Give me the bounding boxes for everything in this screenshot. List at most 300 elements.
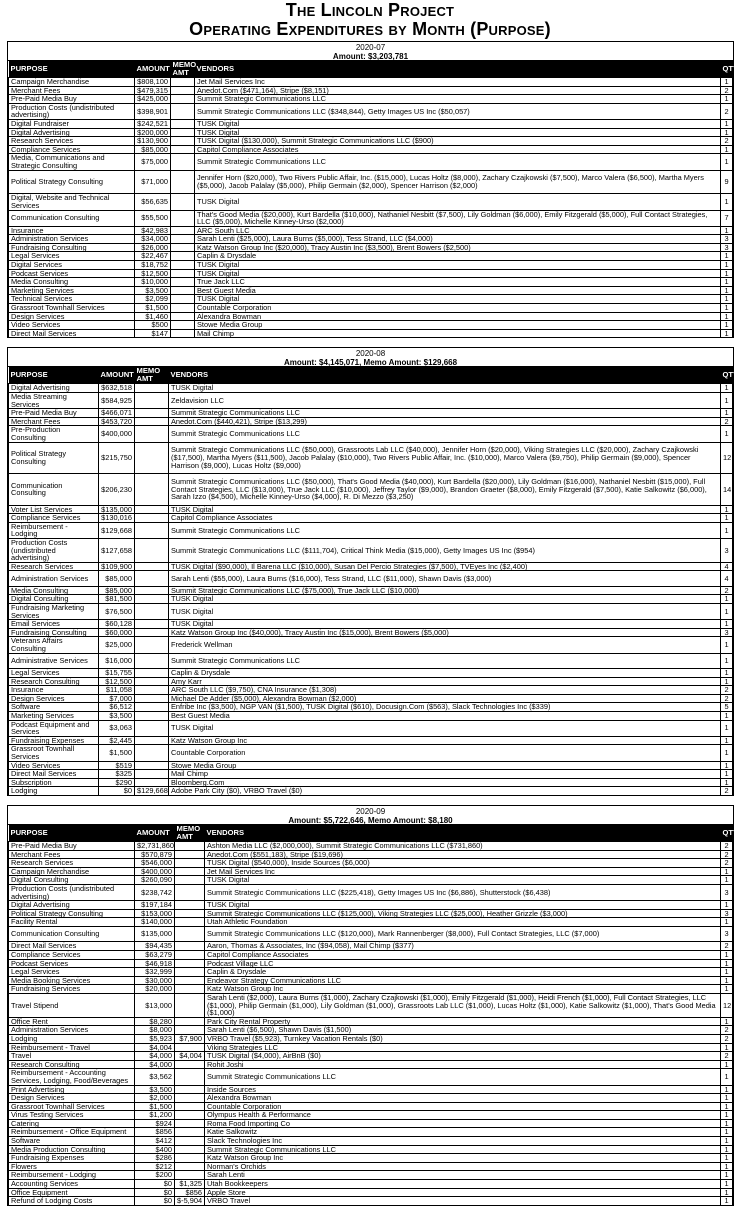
table-row bbox=[9, 720, 733, 736]
memo-amount-cell bbox=[171, 278, 195, 287]
memo-amount-cell bbox=[135, 474, 169, 506]
vendors-cell: TUSK Digital ($540,000), Inside Sources ($6,000) bbox=[205, 859, 721, 868]
amount-cell: $22,467 bbox=[135, 252, 171, 261]
table-row bbox=[9, 514, 733, 523]
purpose-cell: Facility Rental bbox=[9, 918, 135, 927]
purpose-cell: Design Services bbox=[9, 694, 99, 703]
vendors-cell: Best Guest Media bbox=[169, 712, 721, 721]
memo-amount-cell bbox=[135, 720, 169, 736]
vendors-cell: Mail Chimp bbox=[195, 329, 721, 338]
qty-cell: 3 bbox=[721, 235, 733, 244]
vendors-cell: Utah Athletic Foundation bbox=[205, 918, 721, 927]
qty-cell: 1 bbox=[721, 252, 733, 261]
amount-cell: $25,000 bbox=[99, 637, 135, 653]
vendors-cell: Capitol Compliance Associates bbox=[205, 951, 721, 960]
vendors-cell: Katz Watson Group Inc bbox=[169, 736, 721, 745]
purpose-cell: Office Rent bbox=[9, 1017, 135, 1026]
amount-cell: $546,000 bbox=[135, 859, 175, 868]
qty-cell: 1 bbox=[721, 1162, 733, 1171]
memo-amount-cell bbox=[171, 86, 195, 95]
table-row bbox=[9, 210, 733, 226]
table-row bbox=[9, 474, 733, 506]
table-row bbox=[9, 686, 733, 695]
amount-cell: $2,099 bbox=[135, 295, 171, 304]
section-header bbox=[8, 348, 733, 367]
table-row bbox=[9, 442, 733, 474]
purpose-cell: Production Costs (undistributed advertising) bbox=[9, 538, 99, 562]
vendors-cell: Anedot.Com ($440,421), Stripe ($13,299) bbox=[169, 417, 721, 426]
table-row bbox=[9, 1171, 733, 1180]
qty-cell: 1 bbox=[721, 145, 733, 154]
amount-cell: $400,000 bbox=[99, 426, 135, 442]
amount-cell: $3,562 bbox=[135, 1069, 175, 1085]
table-row bbox=[9, 653, 733, 669]
memo-amount-cell bbox=[135, 669, 169, 678]
qty-cell: 7 bbox=[721, 210, 733, 226]
purpose-cell: Software bbox=[9, 1137, 135, 1146]
memo-amount-cell bbox=[175, 1102, 205, 1111]
purpose-cell: Design Services bbox=[9, 1094, 135, 1103]
qty-cell: 1 bbox=[721, 968, 733, 977]
memo-amount-cell bbox=[175, 901, 205, 910]
vendors-cell: Jet Mail Services Inc bbox=[205, 867, 721, 876]
qty-cell: 1 bbox=[721, 677, 733, 686]
table-row bbox=[9, 1111, 733, 1120]
table-row bbox=[9, 620, 733, 629]
purpose-cell: Insurance bbox=[9, 226, 135, 235]
table-row bbox=[9, 295, 733, 304]
memo-amount-cell bbox=[175, 1162, 205, 1171]
purpose-cell: Digital Advertising bbox=[9, 901, 135, 910]
memo-amount-cell bbox=[135, 628, 169, 637]
vendors-cell: Jennifer Horn ($20,000), Two Rivers Public Affair, Inc. ($15,000), Lucas Holtz ($8,000), Zachary Czajkowski ($7,500), Marco Valera ($6,500), Martha Myers ($5,000), Jacob Palalay ($5,000), Philip Germain ($2,000), Spencer Harrison ($2,000) bbox=[195, 170, 721, 194]
amount-cell: $76,500 bbox=[99, 604, 135, 620]
purpose-cell: Reimbursement - Lodging bbox=[9, 1171, 135, 1180]
vendors-cell: Sarah Lenti bbox=[205, 1171, 721, 1180]
qty-cell: 1 bbox=[721, 985, 733, 994]
qty-cell: 1 bbox=[721, 95, 733, 104]
memo-amount-cell bbox=[135, 770, 169, 779]
memo-amount-cell bbox=[175, 850, 205, 859]
table-row bbox=[9, 942, 733, 951]
purpose-cell: Administration Services bbox=[9, 1026, 135, 1035]
qty-cell: 1 bbox=[721, 720, 733, 736]
purpose-cell: Grassroot Townhall Services bbox=[9, 1102, 135, 1111]
amount-cell: $8,000 bbox=[135, 1026, 175, 1035]
section-header bbox=[8, 42, 733, 61]
column-header-amount: AMOUNT bbox=[100, 370, 134, 380]
vendors-cell: TUSK Digital ($90,000), Il Barena LLC ($10,000), Susan Del Percio Strategies ($7,500), TVEyes Inc ($2,400) bbox=[169, 562, 721, 571]
memo-amount-cell bbox=[171, 137, 195, 146]
vendors-cell: ARC South LLC ($9,750), CNA Insurance ($1,308) bbox=[169, 686, 721, 695]
qty-cell: 1 bbox=[721, 426, 733, 442]
page-subtitle: Operating Expenditures by Month (Purpose) bbox=[189, 19, 551, 39]
purpose-cell: Media Booking Services bbox=[9, 976, 135, 985]
amount-cell: $1,500 bbox=[135, 304, 171, 313]
amount-cell: $0 bbox=[135, 1188, 175, 1197]
vendors-cell: Summit Strategic Communications LLC bbox=[195, 154, 721, 170]
memo-amount-cell bbox=[135, 562, 169, 571]
qty-cell: 1 bbox=[721, 620, 733, 629]
purpose-cell: Fundraising Marketing Services bbox=[9, 604, 99, 620]
table-row bbox=[9, 669, 733, 678]
amount-cell: $55,500 bbox=[135, 210, 171, 226]
section-period: 2020-07 bbox=[355, 43, 386, 52]
table-row bbox=[9, 194, 733, 210]
vendors-cell: Endeavor Strategy Communications LLC bbox=[205, 976, 721, 985]
vendors-cell: Utah Bookkeepers bbox=[205, 1180, 721, 1189]
purpose-cell: Podcast Equipment and Services bbox=[9, 720, 99, 736]
memo-amount-cell bbox=[171, 194, 195, 210]
amount-cell: $286 bbox=[135, 1154, 175, 1163]
purpose-cell: Subscription bbox=[9, 778, 99, 787]
table-row bbox=[9, 867, 733, 876]
amount-cell: $16,000 bbox=[99, 653, 135, 669]
table-row bbox=[9, 312, 733, 321]
column-header-vendors: VENDORS bbox=[206, 827, 245, 837]
table-row bbox=[9, 1085, 733, 1094]
amount-cell: $26,000 bbox=[135, 243, 171, 252]
table-row bbox=[9, 1119, 733, 1128]
memo-amount-cell bbox=[175, 1060, 205, 1069]
qty-cell: 1 bbox=[721, 604, 733, 620]
table-row bbox=[9, 985, 733, 994]
qty-cell: 1 bbox=[721, 78, 733, 87]
qty-cell: 1 bbox=[721, 1154, 733, 1163]
qty-cell: 1 bbox=[721, 1119, 733, 1128]
memo-amount-cell bbox=[175, 884, 205, 900]
amount-cell: $570,879 bbox=[135, 850, 175, 859]
table-row bbox=[9, 286, 733, 295]
amount-cell: $0 bbox=[99, 787, 135, 796]
purpose-cell: Media Consulting bbox=[9, 278, 135, 287]
table-row bbox=[9, 770, 733, 779]
amount-cell: $130,900 bbox=[135, 137, 171, 146]
table-row bbox=[9, 522, 733, 538]
table-row bbox=[9, 841, 733, 850]
qty-cell: 2 bbox=[721, 850, 733, 859]
memo-amount-cell bbox=[135, 686, 169, 695]
purpose-cell: Print Advertising bbox=[9, 1085, 135, 1094]
qty-cell: 1 bbox=[721, 778, 733, 787]
qty-cell: 1 bbox=[721, 761, 733, 770]
purpose-cell: Reimbursement - Accounting Services, Lodging, Food/Beverages bbox=[9, 1069, 135, 1085]
amount-cell: $398,901 bbox=[135, 103, 171, 119]
amount-cell: $1,460 bbox=[135, 312, 171, 321]
vendors-cell: Stowe Media Group bbox=[195, 321, 721, 330]
qty-cell: 3 bbox=[721, 884, 733, 900]
purpose-cell: Legal Services bbox=[9, 968, 135, 977]
vendors-cell: Norman's Orchids bbox=[205, 1162, 721, 1171]
vendors-cell: TUSK Digital bbox=[169, 620, 721, 629]
amount-cell: $479,315 bbox=[135, 86, 171, 95]
amount-cell: $46,918 bbox=[135, 959, 175, 968]
amount-cell: $215,750 bbox=[99, 442, 135, 474]
section-header bbox=[8, 806, 733, 825]
amount-cell: $71,000 bbox=[135, 170, 171, 194]
month-section bbox=[7, 41, 739, 338]
vendors-cell: Adobe Park City ($0), VRBO Travel ($0) bbox=[169, 787, 721, 796]
memo-amount-cell bbox=[135, 409, 169, 418]
table-row bbox=[9, 1188, 733, 1197]
memo-amount-cell bbox=[175, 867, 205, 876]
amount-cell: $4,004 bbox=[135, 1043, 175, 1052]
amount-cell: $135,000 bbox=[135, 926, 175, 942]
vendors-cell: Countable Corporation bbox=[195, 304, 721, 313]
purpose-cell: Video Services bbox=[9, 321, 135, 330]
vendors-cell: Caplin & Drysdale bbox=[195, 252, 721, 261]
vendors-cell: TUSK Digital bbox=[195, 128, 721, 137]
memo-amount-cell bbox=[175, 1026, 205, 1035]
purpose-cell: Merchant Fees bbox=[9, 86, 135, 95]
amount-cell: $1,500 bbox=[99, 745, 135, 761]
amount-cell: $212 bbox=[135, 1162, 175, 1171]
purpose-cell: Digital Services bbox=[9, 261, 135, 270]
table-row bbox=[9, 145, 733, 154]
expenditure-table bbox=[8, 823, 739, 1206]
memo-amount-cell bbox=[135, 761, 169, 770]
table-row bbox=[9, 562, 733, 571]
amount-cell: $7,000 bbox=[99, 694, 135, 703]
purpose-cell: Fundraising Consulting bbox=[9, 628, 99, 637]
memo-amount-cell bbox=[171, 304, 195, 313]
purpose-cell: Reimbursement - Travel bbox=[9, 1043, 135, 1052]
memo-amount-cell bbox=[135, 442, 169, 474]
page-title: The Lincoln Project bbox=[285, 0, 455, 20]
qty-cell: 1 bbox=[721, 959, 733, 968]
table-row bbox=[9, 278, 733, 287]
qty-cell: 1 bbox=[721, 595, 733, 604]
purpose-cell: Research Consulting bbox=[9, 1060, 135, 1069]
amount-cell: $10,000 bbox=[135, 278, 171, 287]
amount-cell: $290 bbox=[99, 778, 135, 787]
table-row bbox=[9, 1052, 733, 1061]
vendors-cell: That's Good Media ($20,000), Kurt Bardella ($10,000), Nathaniel Nesbitt ($7,500), Lily Goldman ($6,000), Emily Fitzgerald ($5,000), Full Contact Strategies, LLC ($5,000), Michelle Kinney-Urso ($2,000) bbox=[195, 210, 721, 226]
amount-cell: $500 bbox=[135, 321, 171, 330]
section-period: 2020-09 bbox=[355, 806, 386, 816]
purpose-cell: Compliance Services bbox=[9, 145, 135, 154]
amount-cell: $1,200 bbox=[135, 1111, 175, 1120]
memo-amount-cell bbox=[175, 1119, 205, 1128]
page-header bbox=[0, 0, 740, 41]
purpose-cell: Digital Advertising bbox=[9, 128, 135, 137]
purpose-cell: Veterans Affairs Consulting bbox=[9, 637, 99, 653]
vendors-cell: Sarah Lenti ($25,000), Laura Burns ($5,000), Tess Strand, LLC ($4,000) bbox=[195, 235, 721, 244]
table-row bbox=[9, 976, 733, 985]
vendors-cell: Ashton Media LLC ($2,000,000), Summit Strategic Communications LLC ($731,860) bbox=[205, 841, 721, 850]
vendors-cell: Katie Salkowitz bbox=[205, 1128, 721, 1137]
memo-amount-cell bbox=[175, 1171, 205, 1180]
qty-cell: 1 bbox=[721, 669, 733, 678]
memo-amount-cell: $1,325 bbox=[175, 1180, 205, 1189]
table-row bbox=[9, 909, 733, 918]
amount-cell: $8,280 bbox=[135, 1017, 175, 1026]
purpose-cell: Compliance Services bbox=[9, 951, 135, 960]
memo-amount-cell bbox=[175, 841, 205, 850]
purpose-cell: Media Consulting bbox=[9, 586, 99, 595]
memo-amount-cell bbox=[175, 1154, 205, 1163]
qty-cell: 9 bbox=[721, 170, 733, 194]
memo-amount-cell bbox=[171, 226, 195, 235]
purpose-cell: Video Services bbox=[9, 761, 99, 770]
qty-cell: 1 bbox=[721, 119, 733, 128]
vendors-cell: ARC South LLC bbox=[195, 226, 721, 235]
purpose-cell: Insurance bbox=[9, 686, 99, 695]
qty-cell: 1 bbox=[721, 876, 733, 885]
purpose-cell: Reimbursement - Office Equipment bbox=[9, 1128, 135, 1137]
purpose-cell: Software bbox=[9, 703, 99, 712]
amount-cell: $632,518 bbox=[99, 384, 135, 393]
table-row bbox=[9, 1154, 733, 1163]
vendors-cell: TUSK Digital bbox=[205, 901, 721, 910]
table-row bbox=[9, 1094, 733, 1103]
memo-amount-cell bbox=[175, 1137, 205, 1146]
qty-cell: 1 bbox=[721, 1137, 733, 1146]
qty-cell: 1 bbox=[721, 278, 733, 287]
qty-cell: 2 bbox=[721, 86, 733, 95]
vendors-cell: Amy Karr bbox=[169, 677, 721, 686]
table-header-row bbox=[9, 367, 733, 384]
table-row bbox=[9, 968, 733, 977]
table-row bbox=[9, 505, 733, 514]
expenditure-table bbox=[8, 60, 739, 338]
table-row bbox=[9, 712, 733, 721]
section-period: 2020-08 bbox=[355, 349, 386, 359]
qty-cell: 3 bbox=[721, 926, 733, 942]
memo-amount-cell bbox=[135, 538, 169, 562]
section-gap bbox=[0, 796, 740, 805]
memo-amount-cell bbox=[171, 103, 195, 119]
table-row bbox=[9, 1102, 733, 1111]
qty-cell: 3 bbox=[721, 628, 733, 637]
qty-cell: 1 bbox=[721, 951, 733, 960]
memo-amount-cell bbox=[175, 951, 205, 960]
table-row bbox=[9, 918, 733, 927]
amount-cell: $63,279 bbox=[135, 951, 175, 960]
column-header-amount: AMOUNT bbox=[136, 64, 170, 73]
amount-cell: $12,500 bbox=[135, 269, 171, 278]
vendors-cell: Countable Corporation bbox=[169, 745, 721, 761]
qty-cell: 2 bbox=[721, 586, 733, 595]
month-section bbox=[7, 805, 739, 1206]
amount-cell: $12,500 bbox=[99, 677, 135, 686]
vendors-cell: Alexandra Bowman bbox=[205, 1094, 721, 1103]
amount-cell: $856 bbox=[135, 1128, 175, 1137]
amount-cell: $924 bbox=[135, 1119, 175, 1128]
vendors-cell: TUSK Digital bbox=[169, 384, 721, 393]
purpose-cell: Administration Services bbox=[9, 235, 135, 244]
purpose-cell: Pre-Paid Media Buy bbox=[9, 409, 99, 418]
amount-cell: $412 bbox=[135, 1137, 175, 1146]
vendors-cell: TUSK Digital bbox=[195, 261, 721, 270]
table-row bbox=[9, 329, 733, 338]
amount-cell: $3,500 bbox=[99, 712, 135, 721]
purpose-cell: Email Services bbox=[9, 620, 99, 629]
vendors-cell: TUSK Digital bbox=[195, 119, 721, 128]
memo-amount-cell: $856 bbox=[175, 1188, 205, 1197]
section-summary: Amount: $3,203,781 bbox=[332, 52, 409, 61]
qty-cell: 2 bbox=[721, 1052, 733, 1061]
table-row bbox=[9, 252, 733, 261]
vendors-cell: Summit Strategic Communications LLC bbox=[169, 409, 721, 418]
vendors-cell: Summit Strategic Communications LLC bbox=[195, 95, 721, 104]
table-row bbox=[9, 926, 733, 942]
table-row bbox=[9, 677, 733, 686]
vendors-cell: Podcast Village LLC bbox=[205, 959, 721, 968]
qty-cell: 1 bbox=[721, 770, 733, 779]
vendors-cell: Frederick Wellman bbox=[169, 637, 721, 653]
table-row bbox=[9, 137, 733, 146]
qty-cell: 2 bbox=[721, 137, 733, 146]
vendors-cell: Summit Strategic Communications LLC ($50,000), Grassroots Lab LLC ($40,000), Jennifer Horn ($20,000), Viking Strategies LLC ($20,000), Zachary Czajkowski ($17,500), Martha Myers ($11,500), Jacob Palalay ($10,000), Two Rivers Public Affair, Inc. ($10,000), Marco Valera ($9,750), Philip Germain ($9,000), Spencer Harrison ($9,000), Lucas Holtz ($9,000) bbox=[169, 442, 721, 474]
table-row bbox=[9, 1034, 733, 1043]
column-header-memo: MEMO AMT bbox=[172, 60, 197, 77]
table-row bbox=[9, 269, 733, 278]
purpose-cell: Podcast Services bbox=[9, 959, 135, 968]
vendors-cell: Summit Strategic Communications LLC bbox=[205, 1145, 721, 1154]
amount-cell: $453,720 bbox=[99, 417, 135, 426]
vendors-cell: Zeldavision LLC bbox=[169, 393, 721, 409]
qty-cell: 1 bbox=[721, 1060, 733, 1069]
amount-cell: $238,742 bbox=[135, 884, 175, 900]
memo-amount-cell bbox=[135, 694, 169, 703]
qty-cell: 1 bbox=[721, 226, 733, 235]
vendors-cell: Aaron, Thomas & Associates, Inc ($94,058), Mail Chimp ($377) bbox=[205, 942, 721, 951]
amount-cell: $242,521 bbox=[135, 119, 171, 128]
qty-cell: 1 bbox=[721, 269, 733, 278]
purpose-cell: Campaign Merchandise bbox=[9, 867, 135, 876]
qty-cell: 1 bbox=[721, 384, 733, 393]
vendors-cell: Summit Strategic Communications LLC bbox=[169, 653, 721, 669]
purpose-cell: Communication Consulting bbox=[9, 210, 135, 226]
table-row bbox=[9, 787, 733, 796]
purpose-cell: Voter List Services bbox=[9, 505, 99, 514]
memo-amount-cell bbox=[135, 677, 169, 686]
qty-cell: 1 bbox=[721, 736, 733, 745]
qty-cell: 1 bbox=[721, 295, 733, 304]
table-row bbox=[9, 1162, 733, 1171]
memo-amount-cell bbox=[135, 426, 169, 442]
amount-cell: $75,000 bbox=[135, 154, 171, 170]
memo-amount-cell bbox=[175, 1145, 205, 1154]
purpose-cell: Political Strategy Consulting bbox=[9, 909, 135, 918]
table-row bbox=[9, 761, 733, 770]
qty-cell: 2 bbox=[721, 787, 733, 796]
vendors-cell: TUSK Digital bbox=[205, 876, 721, 885]
memo-amount-cell bbox=[135, 514, 169, 523]
vendors-cell: Katz Watson Group Inc ($20,000), Tracy Austin Inc ($3,500), Brent Bowers ($2,500) bbox=[195, 243, 721, 252]
amount-cell: $200,000 bbox=[135, 128, 171, 137]
table-row bbox=[9, 901, 733, 910]
vendors-cell: VRBO Travel ($5,923), Turnkey Vacation Rentals ($0) bbox=[205, 1034, 721, 1043]
purpose-cell: Technical Services bbox=[9, 295, 135, 304]
memo-amount-cell: $129,668 bbox=[135, 787, 169, 796]
amount-cell: $3,500 bbox=[135, 1085, 175, 1094]
section-gap bbox=[0, 338, 740, 347]
qty-cell: 1 bbox=[721, 261, 733, 270]
purpose-cell: Fundraising Expenses bbox=[9, 736, 99, 745]
purpose-cell: Digital Fundraiser bbox=[9, 119, 135, 128]
memo-amount-cell bbox=[135, 736, 169, 745]
purpose-cell: Political Strategy Consulting bbox=[9, 442, 99, 474]
purpose-cell: Administrative Services bbox=[9, 653, 99, 669]
table-row bbox=[9, 243, 733, 252]
purpose-cell: Direct Mail Services bbox=[9, 942, 135, 951]
purpose-cell: Media Streaming Services bbox=[9, 393, 99, 409]
amount-cell: $129,668 bbox=[99, 522, 135, 538]
purpose-cell: Direct Mail Services bbox=[9, 770, 99, 779]
vendors-cell: Caplin & Drysdale bbox=[205, 968, 721, 977]
